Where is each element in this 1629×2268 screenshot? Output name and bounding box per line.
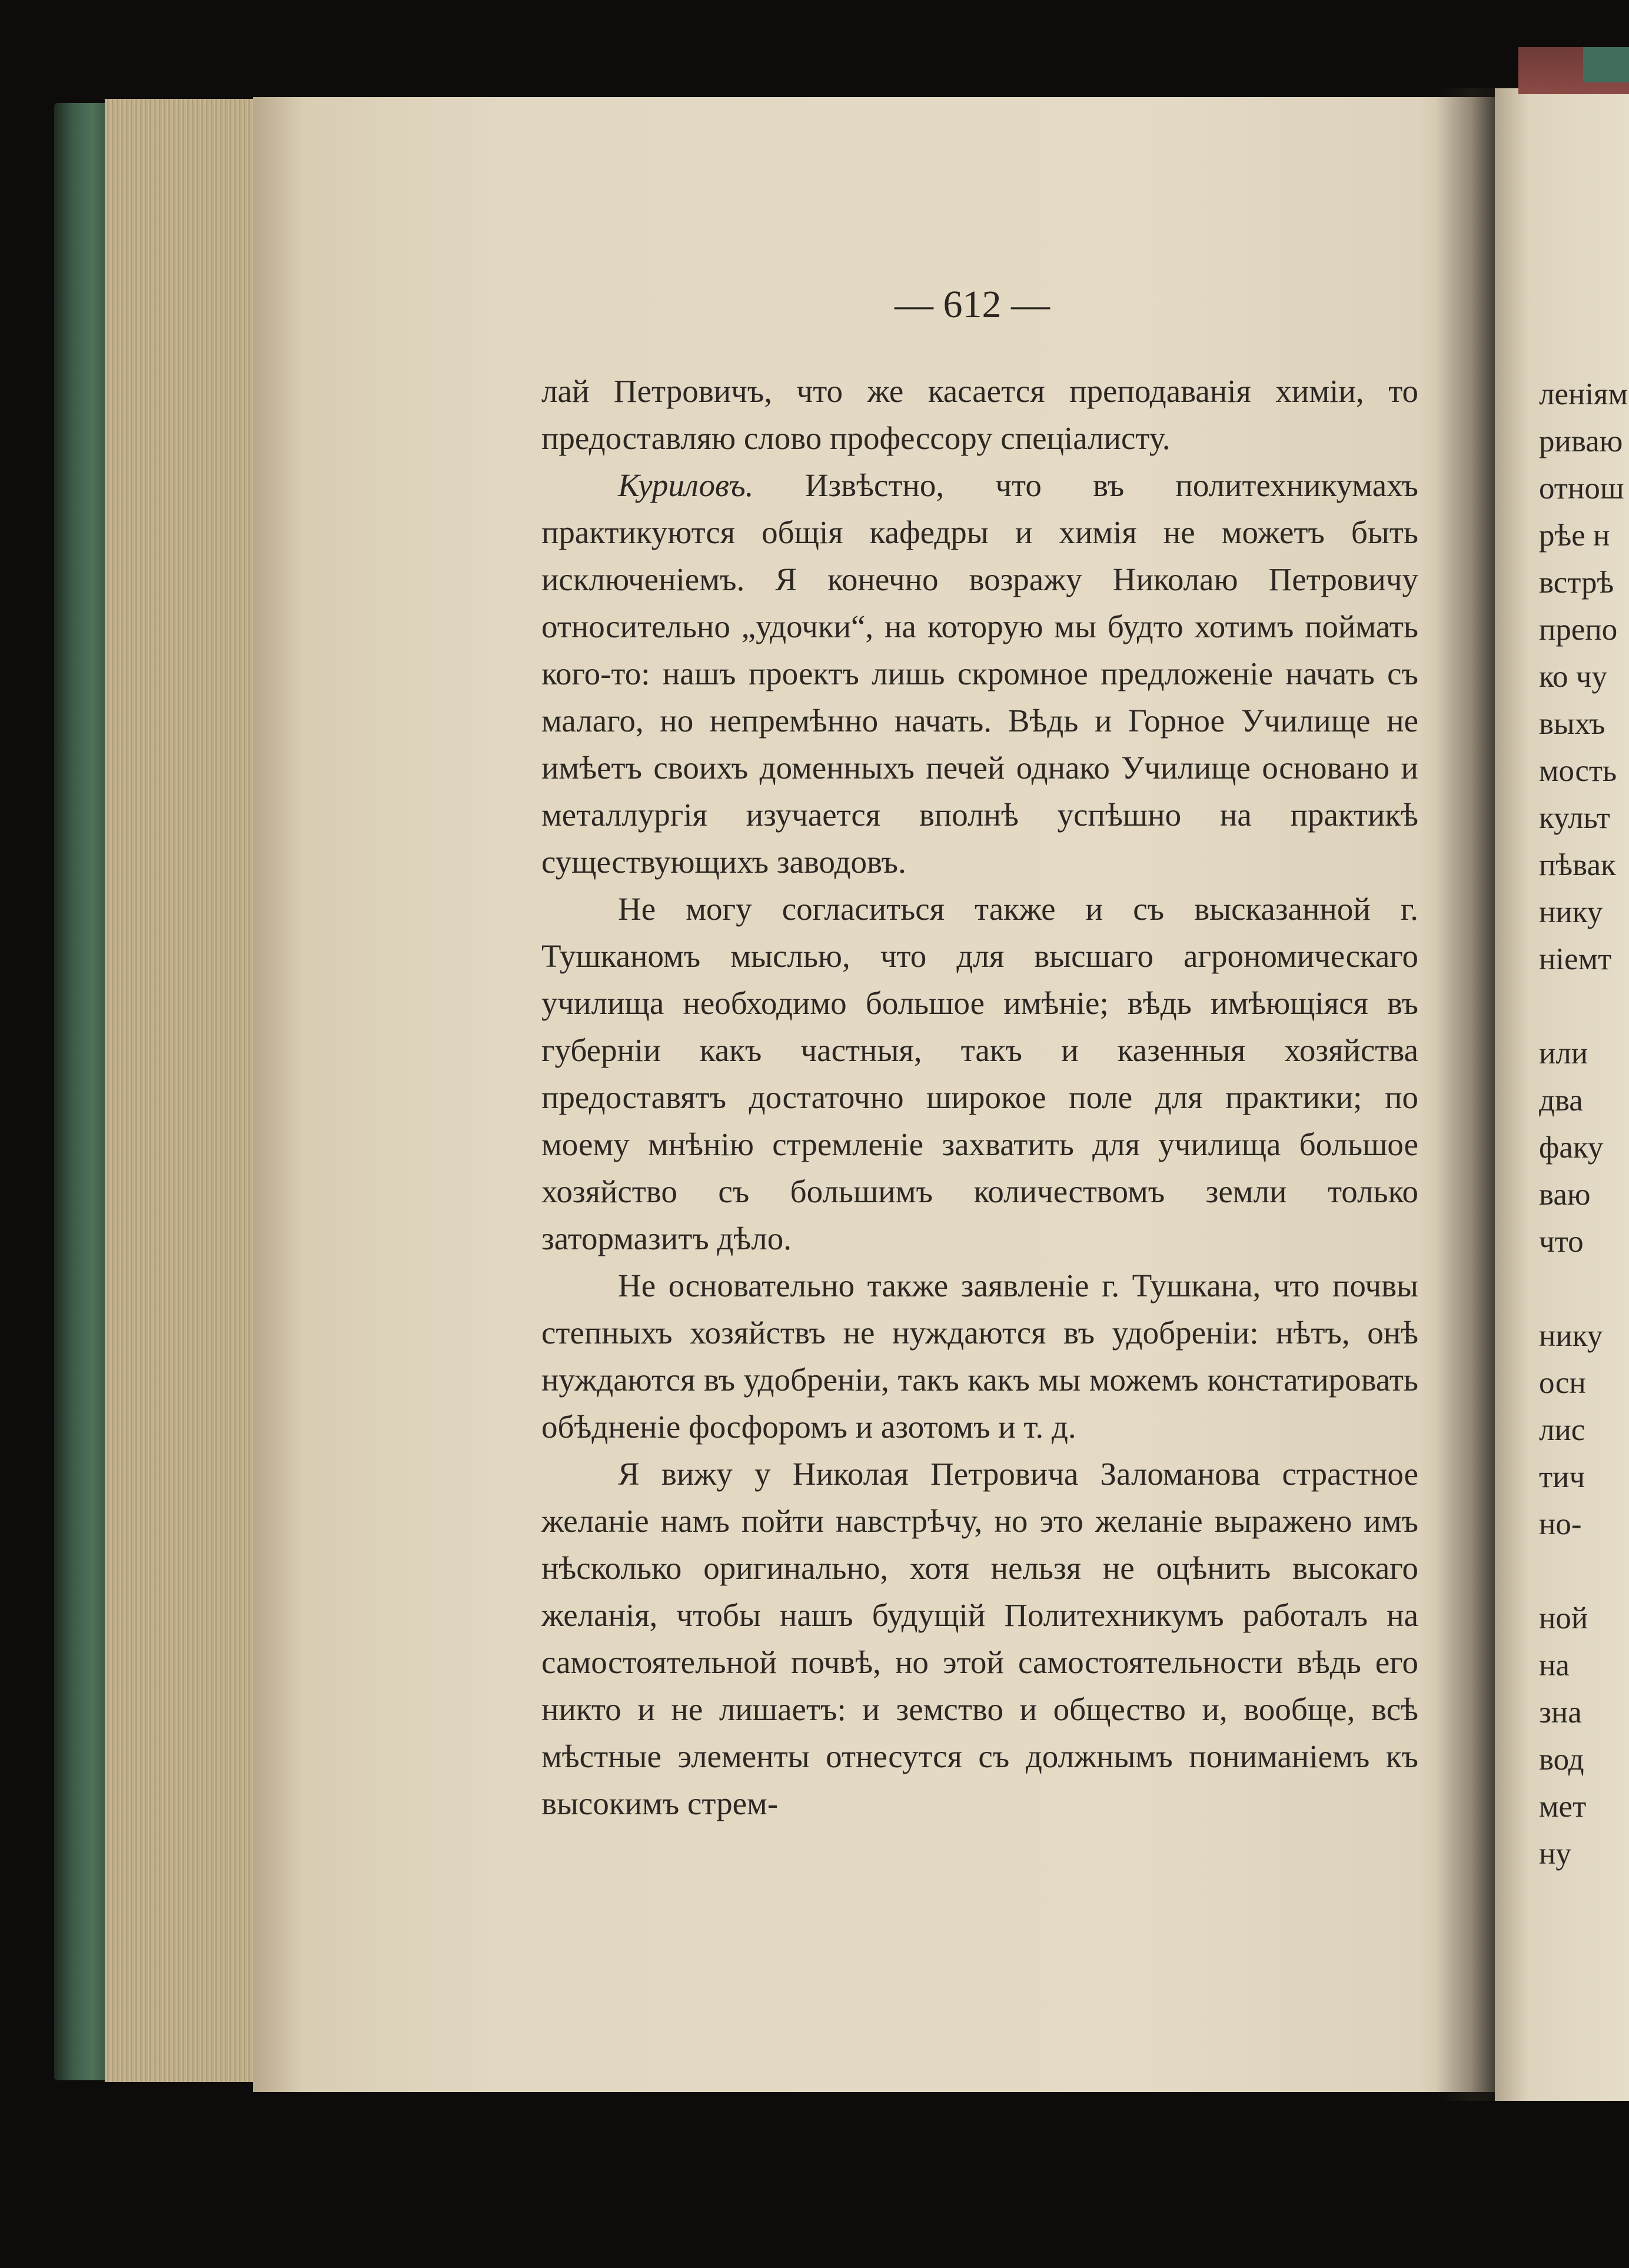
right-page-line: препо — [1539, 613, 1618, 647]
right-page-line: два — [1539, 1083, 1583, 1118]
right-page-line: зна — [1539, 1695, 1582, 1730]
cover-corner — [1583, 47, 1629, 82]
paragraph — [541, 462, 1418, 886]
right-page-line: встрѣ — [1539, 566, 1614, 600]
right-page-line — [1539, 983, 1629, 1030]
right-page-line: пѣвак — [1539, 848, 1616, 882]
right-page-line: ко чу — [1539, 660, 1607, 694]
right-page-line: осн — [1539, 1366, 1586, 1400]
right-page-line: мость — [1539, 754, 1617, 788]
right-page-line: ной — [1539, 1601, 1588, 1635]
right-page-line: что — [1539, 1225, 1584, 1259]
right-page-line: лис — [1539, 1413, 1585, 1447]
right-page-line: вод — [1539, 1742, 1584, 1777]
right-page-line: мет — [1539, 1790, 1587, 1824]
right-page-line — [1539, 1265, 1629, 1312]
paragraph-text: Я вижу у Николая Петровича Заломанова страстное желаніе намъ пойти навстрѣчу, но это желаніе выражено имъ нѣсколько оригинально, хотя нельзя не оцѣнить высокаго желанія, чтобы нашъ будущій Политехникумъ работалъ на самостоятельной почвѣ, но этой самостоятельности вѣдь его никто и не лишаетъ: и земство и общество и, вообще, всѣ мѣстные элементы отнесутся съ должнымъ пониманіемъ къ высокимъ стрем- — [541, 1456, 1418, 1821]
speaker-name: Куриловъ. — [618, 467, 754, 503]
paragraph — [541, 1262, 1418, 1451]
right-page-line: тич — [1539, 1460, 1585, 1494]
paragraph — [541, 886, 1418, 1262]
page-stack-edge — [105, 99, 275, 2082]
right-page-line — [1539, 1548, 1629, 1595]
right-page-line: риваю — [1539, 424, 1623, 458]
right-page-line: ніемт — [1539, 942, 1612, 976]
page-number: — 612 — — [895, 283, 1050, 326]
right-page-line: или — [1539, 1036, 1588, 1070]
main-text — [541, 368, 1418, 1827]
paragraph-text: лай Петровичъ, что же касается преподаванія химіи, то предоставляю слово профессору спеціалисту. — [541, 373, 1418, 456]
right-page-line: культ — [1539, 801, 1610, 835]
right-page-line: ваю — [1539, 1178, 1591, 1212]
paragraph — [541, 1451, 1418, 1827]
right-page-line: выхъ — [1539, 707, 1605, 741]
right-page-line: рѣе н — [1539, 518, 1610, 553]
right-page-line: ну — [1539, 1837, 1571, 1871]
paragraph-text: Извѣстно, что въ политехникумахъ практикуются общія кафедры и химія не можетъ быть исключеніемъ. Я конечно возражу Николаю Петровичу относительно „удочки“, на которую мы будто хотимъ поймать кого-то: нашъ проектъ лишь скромное предложеніе начать съ малаго, но непремѣнно начать. Вѣдь и Горное Училище не имѣетъ своихъ доменныхъ печей однако Училище основано и металлургія изучается вполнѣ успѣшно на практикѣ существующихъ заводовъ. — [541, 467, 1418, 880]
paragraph-text: Не основательно также заявленіе г. Тушкана, что почвы степныхъ хозяйствъ не нуждаются въ удобреніи: нѣтъ, онѣ нуждаются въ удобреніи, такъ какъ мы можемъ констатировать обѣдненіе фосфоромъ и азотомъ и т. д. — [541, 1268, 1418, 1445]
right-page-line: отнош — [1539, 471, 1624, 506]
paragraph-text: Не могу согласиться также и съ высказанной г. Тушканомъ мыслью, что для высшаго агрономическаго училища необходимо большое имѣніе; вѣдь имѣющіяся въ губерніи какъ частныя, такъ и казенныя хозяйства предоставятъ достаточно широкое поле для практики; по моему мнѣнію стремленіе захватить для училища большое хозяйство съ большимъ количествомъ земли только затормазитъ дѣло. — [541, 891, 1418, 1256]
right-page-line: факу — [1539, 1130, 1604, 1165]
right-page-line: но- — [1539, 1507, 1582, 1541]
right-page-line: нику — [1539, 1319, 1603, 1353]
right-page-line: нику — [1539, 895, 1603, 929]
right-page-line: на — [1539, 1648, 1570, 1682]
right-page-text — [1539, 371, 1629, 1877]
right-page-line: леніям — [1539, 377, 1628, 411]
paragraph — [541, 368, 1418, 462]
